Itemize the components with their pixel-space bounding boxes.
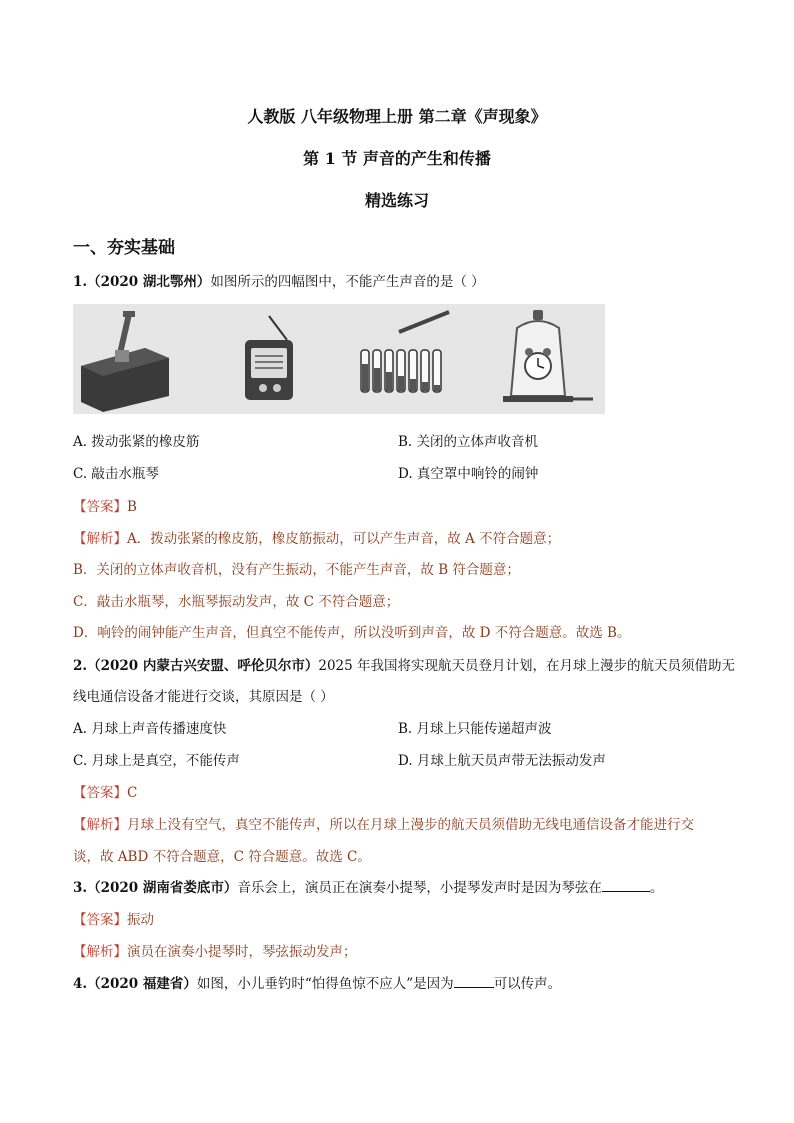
question-source: （2020 湖南省娄底市） [87, 880, 238, 896]
question-2-option-c: C. 月球上是真空，不能传声 [73, 753, 240, 769]
analysis-text: 月球上没有空气，真空不能传声，所以在月球上漫步的航天员须借助无线电通信设备才能进行交 [127, 817, 694, 833]
question-2-option-d: D. 月球上航天员声带无法振动发声 [398, 753, 606, 769]
question-text: 如图所示的四幅图中，不能产生声音的是（ ） [210, 274, 485, 290]
bell-jar-clock-image [503, 310, 593, 402]
question-2-answer [73, 781, 137, 801]
analysis-label: 【解析】 [73, 944, 127, 960]
question-1-answer [73, 495, 137, 515]
analysis-text: 演员在演奏小提琴时，琴弦振动发声； [127, 944, 357, 960]
answer-label: 【答案】 [73, 912, 127, 928]
question-1-option-a: A. 拨动张紧的橡皮筋 [73, 434, 200, 450]
question-1-analysis-line-3: C．敲击水瓶琴，水瓶琴振动发声，故 C 不符合题意； [73, 594, 400, 610]
question-1-analysis-line-2: B．关闭的立体声收音机，没有产生振动，不能产生声音，故 B 符合题意； [73, 562, 520, 578]
question-1-analysis-line-1 [73, 527, 560, 547]
radio-image [245, 316, 293, 400]
fill-in-blank [454, 975, 494, 988]
question-1-option-b: B. 关闭的立体声收音机 [398, 434, 539, 450]
question-number: 1. [73, 274, 88, 290]
analysis-text: A．拨动张紧的橡皮筋，橡皮筋振动，可以产生声音，故 A 不符合题意； [127, 531, 561, 547]
question-2-stem-line-2: 线电通信设备才能进行交谈，其原因是（ ） [73, 689, 334, 705]
question-3-stem [73, 876, 663, 896]
analysis-label: 【解析】 [73, 531, 127, 547]
question-2-option-b: B. 月球上只能传递超声波 [398, 721, 552, 737]
question-text-end: 。 [649, 880, 664, 896]
analysis-label: 【解析】 [73, 817, 127, 833]
question-text: 音乐会上，演员正在演奏小提琴，小提琴发声时是因为琴弦在 [237, 880, 602, 896]
question-text-end: 可以传声。 [493, 976, 562, 992]
question-number: 4. [73, 976, 88, 992]
section-heading: 一、夯实基础 [73, 238, 175, 258]
question-2-analysis-line-2: 谈，故 ABD 不符合题意，C 符合题意。故选 C。 [73, 849, 371, 865]
answer-label: 【答案】 [73, 499, 127, 515]
question-number: 2. [73, 658, 88, 674]
question-1-stem [73, 270, 485, 290]
exercise-title: 精选练习 [364, 191, 429, 210]
question-3-answer [73, 908, 154, 928]
question-2-stem-line-1 [73, 654, 735, 674]
lesson-title: 第 1 节 声音的产生和传播 [303, 149, 491, 168]
answer-label: 【答案】 [73, 785, 127, 801]
question-source: （2020 湖北鄂州） [87, 274, 211, 290]
question-2-option-a: A. 月球上声音传播速度快 [73, 721, 227, 737]
question-1-option-c: C. 敲击水瓶琴 [73, 466, 159, 482]
answer-value: C [127, 785, 138, 801]
question-text: 2025 年我国将实现航天员登月计划，在月球上漫步的航天员须借助无 [318, 658, 736, 674]
question-source: （2020 福建省） [87, 976, 197, 992]
question-1-analysis-line-4: D．响铃的闹钟能产生声音，但真空不能传声，所以没听到声音，故 D 不符合题意。故选 B。 [73, 625, 631, 641]
water-bottles-image [361, 312, 449, 392]
question-1-option-d: D. 真空罩中响铃的闹钟 [398, 466, 539, 482]
question-2-analysis-line-1 [73, 813, 694, 833]
question-text: 如图，小儿垂钓时“怕得鱼惊不应人”是因为 [196, 976, 454, 992]
fill-in-blank [602, 879, 650, 892]
answer-value: B [127, 499, 137, 515]
question-1-figure [73, 304, 605, 414]
question-3-analysis [73, 940, 357, 960]
question-source: （2020 内蒙古兴安盟、呼伦贝尔市） [87, 658, 319, 674]
answer-value: 振动 [127, 912, 154, 928]
question-number: 3. [73, 880, 88, 896]
document-title: 人教版 八年级物理上册 第二章《声现象》 [247, 107, 547, 126]
question-4-stem [73, 972, 561, 992]
rubber-band-box-image [81, 314, 169, 412]
